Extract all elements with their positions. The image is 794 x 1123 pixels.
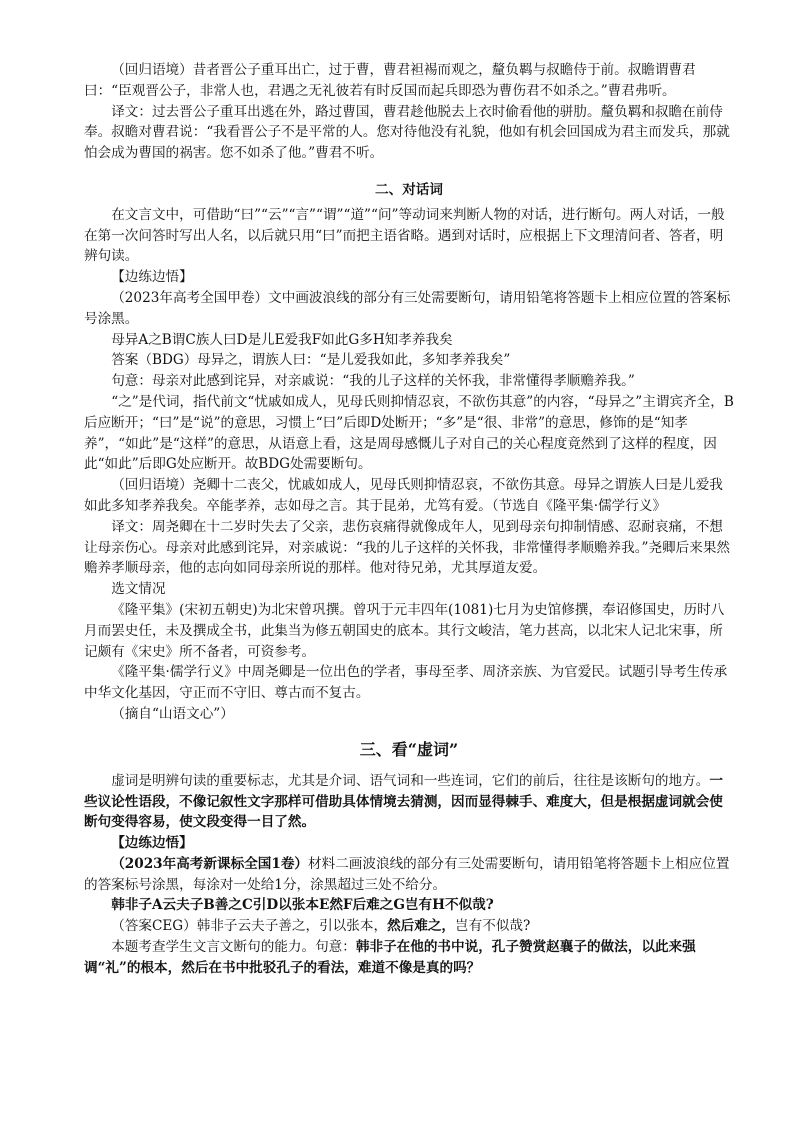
analysis-2-meaning: 韩非子在他的书中说，孔子赞赏赵襄子的做法，以此来强调“礼”的根本，然后在书中批驳孔子的看法，难道不像是真的吗？	[84, 939, 696, 976]
intro-regular-text: 虚词是明辨句读的重要标志，尤其是介词、语气词和一些连词，它们的前后，往往是该断句的地方。	[111, 772, 710, 789]
answer-1: 答案（BDG）母异之，谓族人曰：“是儿爱我如此，多知孝养我矣”	[111, 352, 511, 369]
function-words-intro	[84, 771, 734, 833]
sentence-meaning-1: 句意：母亲对此感到诧异，对亲戚说：“我的儿子这样的关怀我，非常懂得孝顺赡养我。”	[111, 373, 635, 390]
analysis-2-lead: 本题考查学生文言文断句的能力。句意：	[111, 939, 356, 956]
exam-question-1: （2023年高考全国甲卷）文中画波浪线的部分有三处需要断句，请用铅笔将答题卡上相应位置的答案标号涂黑。	[84, 289, 731, 327]
practice-tag-1: 【边练边悟】	[111, 269, 193, 286]
exam-sentence-1: 母异A之B谓C族人曰D是儿E爱我F如此G多H知孝养我矣	[111, 331, 453, 348]
translation-paragraph-1: 译文：过去晋公子重耳出逃在外，路过曹国，曹君趁他脱去上衣时偷看他的骈肋。釐负羁和叔瞻在前侍奉。叔瞻对曹君说：“我看晋公子不是平常的人。您对待他没有礼貌，他如有机会回国成为君主而发兵，那就怕会成为曹国的祸害。您不如杀了他。”曹君不听。	[84, 103, 730, 162]
practice-tag-2: 【边练边悟】	[111, 835, 193, 852]
answer-2-part-2: 然后难之，	[387, 918, 456, 935]
exam-instruction-2: 材料二画波浪线的部分有三处需要断句，请用铅笔将答题卡上相应位置的答案标号涂黑，每涂对一处给1分，涂黑超过三处不给分。	[84, 855, 730, 893]
exam-sentence-2: 韩非子A云夫子B善之C引D以张本E然F后难之G岂有H不似哉?	[111, 897, 494, 914]
answer-2	[84, 916, 734, 937]
answer-2-part-3: 岂有不似哉?	[455, 918, 531, 935]
source-heading: 选文情况	[111, 581, 166, 598]
dialogue-intro-paragraph: 在文言文中，可借助“曰”“云”“言”“谓”“道”“问”等动词来判断人物的对话，进行断句。两人对话，一般在第一次问答时写出人名，以后就只用“曰”而把主语省略。遇到对话时，应根据上下文理清问者、答者，明辨句读。	[84, 206, 725, 265]
excerpt-credit: （摘自“山语文心”）	[111, 705, 234, 722]
context-paragraph-1: （回归语境）昔者晋公子重耳出亡，过于曹，曹君袒裼而观之，釐负羁与叔瞻侍于前。叔瞻谓曹君曰：“臣观晋公子，非常人也，君遇之无礼彼若有时反国而起兵即恐为曹伤君不如杀之。”曹君弗听。	[84, 62, 696, 99]
analysis-1: “之”是代词，指代前文“忧戚如成人，见母氏则抑情忍哀，不欲伤其意”的内容，“母异之”主谓宾齐全，B后应断开；“曰”是“说”的意思，习惯上“曰”后即D处断开；“多”是“很、非常”的意思，修饰的是“知孝养”，“如此”是“这样”的意思，从语意上看，这是周母感慨儿子对自己的关心程度竟然到了这样的程度，因此“如此”后即G处应断开。故BDG处需要断句。	[84, 393, 734, 473]
intro-bold-text: 一些议论性语段，不像记叙性文字那样可借助具体情境去猜测，因而显得棘手、难度大，但是根据虚词就会使断句变得容易，使文段变得一目了然。	[84, 772, 723, 831]
section-heading-dialogue: 二、对话词	[375, 181, 443, 198]
answer-2-part-1: （答案CEG）韩非子云夫子善之，引以张本，	[111, 918, 388, 935]
translation-paragraph-2: 译文：周尧卿在十二岁时失去了父亲，悲伤哀痛得就像成年人，见到母亲句抑制情感、忍耐哀痛，不想让母亲伤心。母亲对此感到诧异，对亲戚说：“我的儿子这样的关怀我，非常懂得孝顺赡养我。”尧卿后来果然赡养孝顺母亲，他的志向如同母亲所说的那样。他对待兄弟，尤其厚道友爱。	[84, 518, 731, 577]
source-paragraph-2: 《隆平集·儒学行义》中周尧卿是一位出色的学者，事母至孝、周济亲族、为官爱民。试题引导考生传承中华文化基因，守正而不守旧、尊古而不复古。	[84, 664, 728, 702]
exam-question-2	[84, 854, 734, 896]
exam-source-2: （2023年高考新课标全国1卷）	[111, 855, 309, 872]
section-heading-function-words: 三、看“虚词”	[359, 739, 459, 759]
analysis-2	[84, 937, 734, 979]
context-paragraph-2: （回归语境）尧卿十二丧父，忧戚如成人，见母氏则抑情忍哀，不欲伤其意。母异之谓族人曰是儿爱我如此多知孝养我矣。卒能孝养，志如母之言。其于昆弟，尤笃有爱。（节选自《隆平集·儒学行义》	[84, 477, 723, 514]
source-paragraph-1: 《隆平集》(宋初五朝史)为北宋曾巩撰。曾巩于元丰四年(1081)七月为史馆修撰，奉诏修国史，历时八月而罢史任，未及撰成全书，此集当为修五朝国史的底本。其行文峻洁，笔力甚高，以北宋人记北宋事，所记颇有《宋史》所不备者，可资参考。	[84, 601, 725, 660]
